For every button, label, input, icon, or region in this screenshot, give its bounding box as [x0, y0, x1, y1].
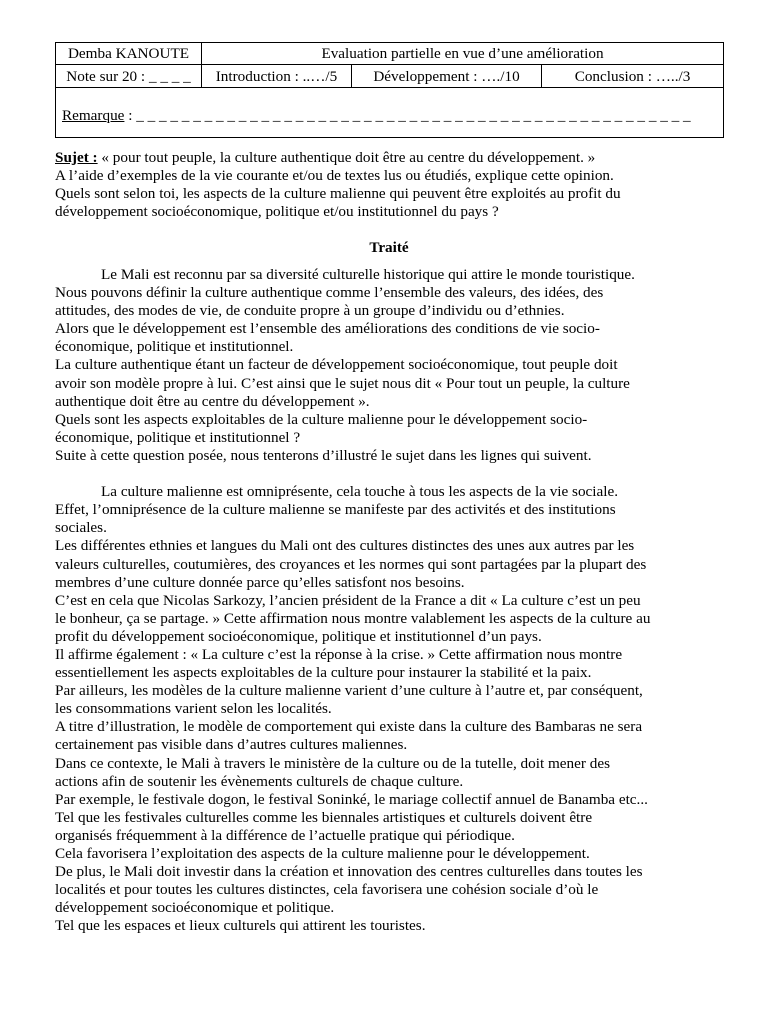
body-line: Par exemple, le festivale dogon, le festival Soninké, le mariage collectif annuel de Banamba etc... [55, 790, 648, 808]
subject-label: Sujet : [55, 149, 98, 166]
body-line: avoir son modèle propre à lui. C’est ainsi que le sujet nous dit « Pour tout un peuple, la culture [55, 374, 630, 392]
body-line: actions afin de soutenir les évènements culturels de chaque culture. [55, 772, 464, 790]
header-row-1 [56, 43, 724, 65]
evaluation-title: Evaluation partielle en vue d’une amélioration [202, 43, 724, 65]
body-line: C’est en cela que Nicolas Sarkozy, l’ancien président de la France a dit « La culture c’est un peu [55, 591, 641, 609]
body-line: profit du développement socioéconomique, politique et institutionnel d’un pays. [55, 627, 542, 645]
body-line: La culture authentique étant un facteur de développement socioéconomique, tout peuple doit [55, 356, 618, 374]
body-line: essentiellement les aspects exploitables de la culture pour instaurer la stabilité et la paix. [55, 664, 592, 682]
subject-line-4: développement socioéconomique, politique et/ou institutionnel du pays ? [55, 203, 499, 220]
body-line: organisés fréquemment à la différence de l’actuelle pratique qui périodique. [55, 826, 515, 844]
development-score: Développement : …./10 [352, 65, 542, 88]
remarque-blank: : _ _ _ _ _ _ _ _ _ _ _ _ _ _ _ _ _ _ _ _ _ _ _ _ _ _ _ _ _ _ _ _ _ _ _ _ _ _ _ _ _ _ _ _ _ _ _ _ _ [124, 107, 691, 124]
body-line: La culture malienne est omniprésente, cela touche à tous les aspects de la vie sociale. [101, 483, 619, 501]
body-line: Alors que le développement est l’ensemble des améliorations des conditions de vie socio- [55, 320, 600, 338]
note-field: Note sur 20 : _ _ _ _ [56, 65, 202, 88]
body-line: Suite à cette question posée, nous tenterons d’illustré le sujet dans les lignes qui suivent. [55, 446, 592, 464]
header-row-3 [56, 88, 724, 138]
subject-line-2: A l’aide d’exemples de la vie courante et/ou de textes lus ou étudiés, explique cette opinion. [55, 167, 614, 184]
evaluation-header-table [55, 42, 724, 138]
body-line: attitudes, des modes de vie, de conduite propre à un groupe d’individu ou d’ethnies. [55, 302, 565, 320]
subject-block [55, 149, 723, 221]
body-line: Tel que les festivales culturelles comme les biennales artistiques et culturels doivent être [55, 808, 593, 826]
body-line: le bonheur, ça se partage. » Cette affirmation nous montre valablement les aspects de la culture au [55, 609, 651, 627]
body-line: authentique doit être au centre du développement ». [55, 392, 370, 410]
paragraph-gap [55, 465, 723, 483]
body-line: certainement pas visible dans d’autres cultures maliennes. [55, 736, 408, 754]
body-line: Il affirme également : « La culture c’est la réponse à la crise. » Cette affirmation nous montre [55, 645, 623, 663]
body-line: De plus, le Mali doit investir dans la création et innovation des centres culturelles dans toutes les [55, 863, 643, 881]
body-line: Tel que les espaces et lieux culturels qui attirent les touristes. [55, 917, 426, 935]
subject-line-3: Quels sont selon toi, les aspects de la culture malienne qui peuvent être exploités au profit du [55, 185, 621, 202]
essay-body [55, 266, 723, 935]
body-line: sociales. [55, 519, 107, 537]
subject-quote: « pour tout peuple, la culture authentique doit être au centre du développement. » [97, 149, 596, 166]
body-line: Le Mali est reconnu par sa diversité culturelle historique qui attire le monde touristique. [101, 266, 635, 283]
conclusion-score: Conclusion : …../3 [542, 65, 724, 88]
body-line: valeurs culturelles, coutumières, des croyances et les normes qui sont partagées par la plupart des [55, 555, 647, 573]
body-line: localités et pour toutes les cultures distinctes, cela favorisera une cohésion sociale d’où le [55, 881, 599, 899]
body-line: Nous pouvons définir la culture authentique comme l’ensemble des valeurs, des idées, des [55, 284, 604, 302]
introduction-score: Introduction : ..…/5 [202, 65, 352, 88]
remarque-label: Remarque [62, 107, 125, 124]
body-line: Dans ce contexte, le Mali à travers le ministère de la culture ou de la tutelle, doit mener des [55, 754, 610, 772]
student-name: Demba KANOUTE [56, 43, 202, 65]
body-line: économique, politique et institutionnel ? [55, 428, 301, 446]
body-line: les consommations varient selon les localités. [55, 700, 332, 718]
essay-title: Traité [369, 239, 409, 256]
body-line: Par ailleurs, les modèles de la culture malienne varient d’une culture à l’autre et, par conséquent, [55, 682, 643, 700]
body-line: membres d’une culture donnée parce qu’elles satisfont nos besoins. [55, 573, 465, 591]
body-line: Effet, l’omniprésence de la culture malienne se manifeste par des activités et des institutions [55, 501, 616, 519]
header-row-2 [56, 65, 724, 88]
subject-line-1 [55, 149, 723, 167]
body-line: économique, politique et institutionnel. [55, 338, 294, 356]
body-line: développement socioéconomique et politique. [55, 899, 335, 917]
remarque-field [56, 88, 724, 138]
body-line: A titre d’illustration, le modèle de comportement qui existe dans la culture des Bambaras ne sera [55, 718, 643, 736]
body-line: Les différentes ethnies et langues du Mali ont des cultures distinctes des unes aux autres par les [55, 537, 635, 555]
body-line: Quels sont les aspects exploitables de la culture malienne pour le développement socio- [55, 410, 588, 428]
body-line: Cela favorisera l’exploitation des aspects de la culture malienne pour le développement. [55, 845, 590, 862]
